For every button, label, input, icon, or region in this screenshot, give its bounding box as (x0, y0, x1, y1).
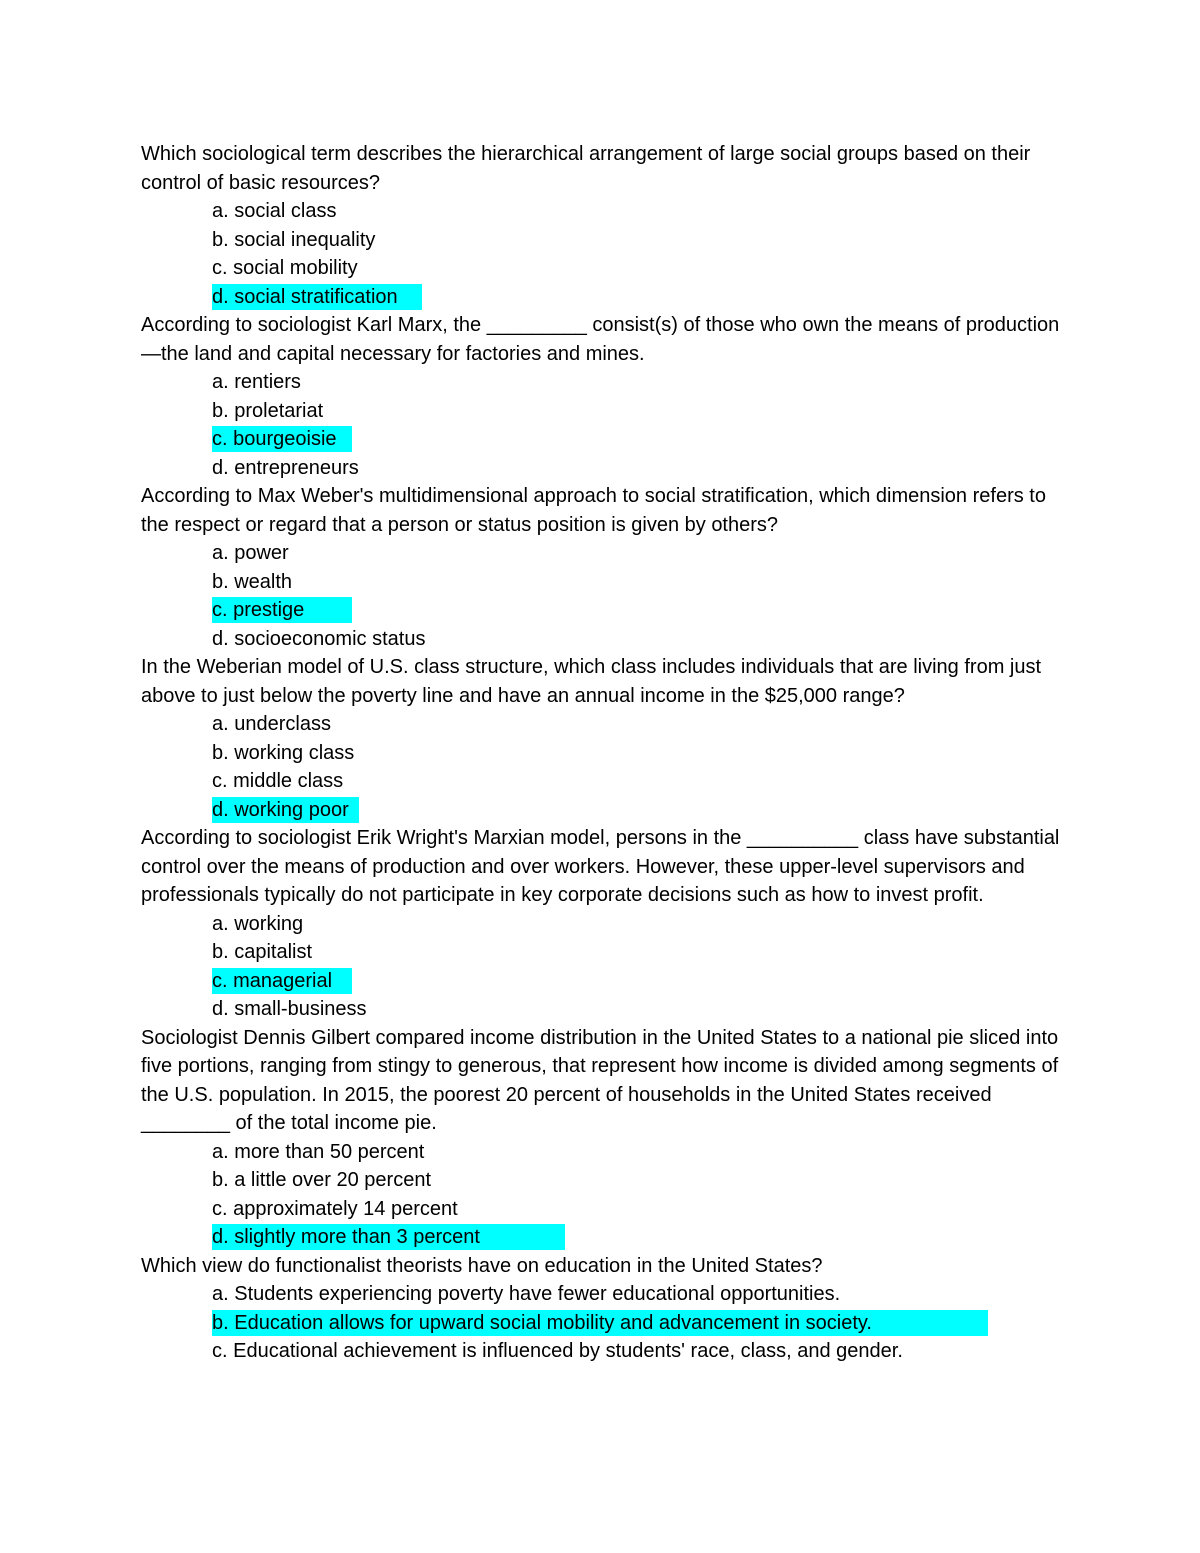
question-block (141, 1252, 1061, 1366)
answer-option: d. entrepreneurs (212, 456, 359, 479)
question-block (141, 482, 1061, 653)
answer-option: a. underclass (212, 713, 331, 735)
document-page (141, 140, 1061, 1366)
answer-option: d. small-business (212, 998, 367, 1020)
answer-option-highlighted: d. social stratification (212, 283, 1061, 312)
answer-options (141, 197, 1061, 311)
answer-option-highlighted: d. working poor (212, 796, 1061, 825)
answer-option-highlighted: b. Education allows for upward social mobility and advancement in society. (212, 1309, 1061, 1338)
question-block (141, 140, 1061, 311)
question-block (141, 311, 1061, 482)
answer-option: a. Students experiencing poverty have fewer educational opportunities. (212, 1283, 841, 1305)
question-block (141, 653, 1061, 824)
answer-option: c. middle class (212, 770, 344, 792)
question-text: According to sociologist Erik Wright's Marxian model, persons in the __________ class have substantial control over the means of production and over workers. However, these upper-level supervisors and professionals typically do not participate in key corporate decisions such as how to invest profit. (141, 827, 1060, 906)
answer-option-highlighted: c. prestige (212, 596, 1061, 625)
question-block (141, 1024, 1061, 1252)
answer-option: c. social mobility (212, 257, 358, 279)
question-text: Which sociological term describes the hierarchical arrangement of large social groups based on their control of basic resources? (141, 143, 1031, 194)
answer-options (141, 539, 1061, 653)
answer-option: c. Educational achievement is influenced by students' race, class, and gender. (212, 1340, 903, 1362)
answer-option: d. socioeconomic status (212, 627, 426, 650)
answer-option: a. working (212, 912, 304, 935)
answer-option: a. social class (212, 200, 337, 222)
answer-option-highlighted: d. slightly more than 3 percent (212, 1223, 1061, 1252)
answer-option: a. power (212, 542, 289, 564)
answer-options (141, 710, 1061, 824)
answer-options (141, 1280, 1061, 1366)
question-text: Sociologist Dennis Gilbert compared income distribution in the United States to a national pie sliced into five portions, ranging from stingy to generous, that represent how income is divided among segments of the U.S. population. In 2015, the poorest 20 percent of households in the United States received ________ of the total income pie. (141, 1026, 1059, 1134)
answer-option: b. proletariat (212, 399, 324, 422)
answer-option: b. a little over 20 percent (212, 1169, 432, 1191)
question-text: According to sociologist Karl Marx, the _________ consist(s) of those who own the means of production—the land and capital necessary for factories and mines. (141, 314, 1060, 365)
answer-options (141, 910, 1061, 1024)
question-text: In the Weberian model of U.S. class structure, which class includes individuals that are living from just above to just below the poverty line and have an annual income in the $25,000 range? (141, 656, 1042, 707)
answer-options (141, 1138, 1061, 1252)
answer-option: b. social inequality (212, 228, 376, 251)
answer-option-highlighted: c. managerial (212, 967, 1061, 996)
answer-option: a. rentiers (212, 371, 301, 393)
answer-option-highlighted: c. bourgeoisie (212, 425, 1061, 454)
answer-option: b. working class (212, 741, 355, 764)
answer-option: a. more than 50 percent (212, 1140, 425, 1163)
question-text: According to Max Weber's multidimensional approach to social stratification, which dimension refers to the respect or regard that a person or status position is given by others? (141, 485, 1046, 536)
answer-option: c. approximately 14 percent (212, 1197, 458, 1220)
answer-option: b. capitalist (212, 941, 313, 963)
question-text: Which view do functionalist theorists have on education in the United States? (141, 1254, 823, 1277)
question-block (141, 824, 1061, 1024)
answer-options (141, 368, 1061, 482)
answer-option: b. wealth (212, 570, 293, 593)
